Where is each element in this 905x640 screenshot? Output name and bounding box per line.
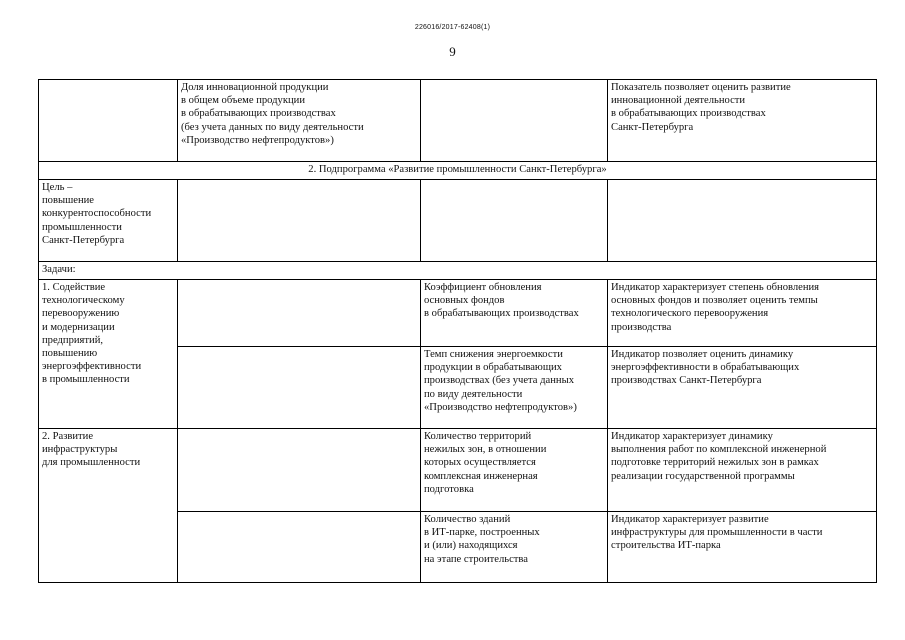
description-cell: Индикатор характеризует динамику выполнения работ по комплексной инженерной подготовке территорий нежилых зон в рамках реализации государственной программы bbox=[608, 429, 877, 512]
target-indicator-cell: Количество зданий в ИТ-парке, построенных и (или) находящихся на этапе строительства bbox=[421, 512, 608, 583]
indicator-cell: Доля инновационной продукции в общем объеме продукции в обрабатывающих производствах (без учета данных по виду деятельности «Производство нефтепродуктов») bbox=[178, 80, 421, 162]
indicator-cell bbox=[178, 429, 421, 512]
indicator-cell bbox=[178, 280, 421, 347]
indicators-table bbox=[38, 79, 877, 583]
table-row bbox=[39, 262, 877, 280]
table-row bbox=[39, 280, 877, 347]
task-cell: 2. Развитие инфраструктуры для промышленности bbox=[39, 429, 178, 583]
goal-cell: Цель – повышение конкурентоспособности промышленности Санкт-Петербурга bbox=[39, 180, 178, 262]
target-indicator-cell: Коэффициент обновления основных фондов в обрабатывающих производствах bbox=[421, 280, 608, 347]
target-indicator-cell bbox=[421, 80, 608, 162]
indicator-cell bbox=[178, 512, 421, 583]
description-cell: Индикатор характеризует степень обновления основных фондов и позволяет оценить темпы технологического перевооружения производства bbox=[608, 280, 877, 347]
description-cell bbox=[608, 180, 877, 262]
description-cell: Показатель позволяет оценить развитие инновационной деятельности в обрабатывающих производствах Санкт-Петербурга bbox=[608, 80, 877, 162]
table-row bbox=[39, 162, 877, 180]
table-row bbox=[39, 429, 877, 512]
indicator-cell bbox=[178, 180, 421, 262]
description-cell: Индикатор характеризует развитие инфраструктуры для промышленности в части строительства ИТ-парка bbox=[608, 512, 877, 583]
indicator-cell bbox=[178, 347, 421, 429]
task-cell: 1. Содействие технологическому перевооружению и модернизации предприятий, повышению энергоэффективности в промышленности bbox=[39, 280, 178, 429]
table-row bbox=[39, 80, 877, 162]
tasks-label: Задачи: bbox=[39, 262, 877, 280]
document-id: 226016/2017-62408(1) bbox=[414, 24, 491, 31]
target-indicator-cell: Темп снижения энергоемкости продукции в обрабатывающих производствах (без учета данных по виду деятельности «Производство нефтепродуктов») bbox=[421, 347, 608, 429]
description-cell: Индикатор позволяет оценить динамику энергоэффективности в обрабатывающих производствах Санкт-Петербурга bbox=[608, 347, 877, 429]
target-indicator-cell: Количество территорий нежилых зон, в отношении которых осуществляется комплексная инженерная подготовка bbox=[421, 429, 608, 512]
goal-cell-empty bbox=[39, 80, 178, 162]
table-row bbox=[39, 180, 877, 262]
target-indicator-cell bbox=[421, 180, 608, 262]
page-number: 9 bbox=[449, 44, 456, 59]
subprogram-title: 2. Подпрограмма «Развитие промышленности Санкт-Петербурга» bbox=[39, 162, 877, 180]
